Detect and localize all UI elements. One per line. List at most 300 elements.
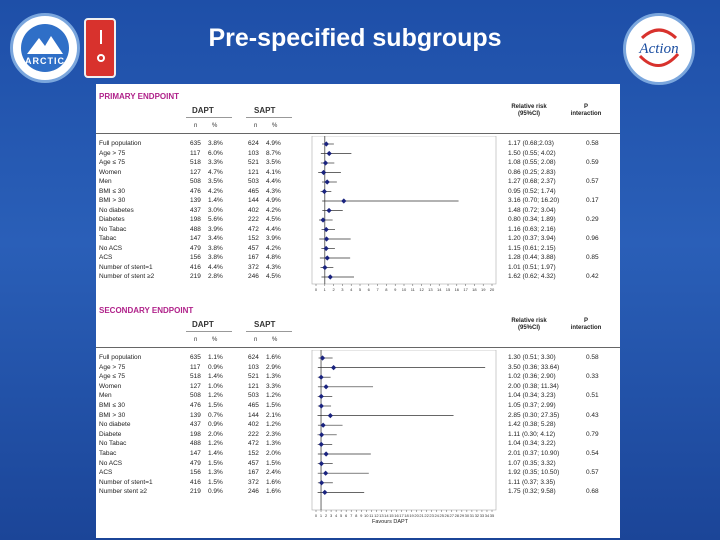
table-cell: 437 bbox=[190, 206, 201, 214]
axis-tick-label: 9 bbox=[360, 513, 363, 518]
table-cell: 4.2% bbox=[208, 187, 223, 195]
rr-header-secondary: Relative risk (95%CI) bbox=[511, 318, 547, 332]
table-cell: 127 bbox=[190, 168, 201, 176]
primary-heading: PRIMARY ENDPOINT bbox=[99, 92, 180, 101]
p-interaction-value: 0.29 bbox=[586, 216, 599, 223]
axis-tick-label: 6 bbox=[367, 287, 370, 292]
subgroup-label: Number of stent=1 bbox=[99, 263, 153, 271]
table-cell: 457 bbox=[248, 244, 259, 252]
subgroup-label: ACS bbox=[99, 469, 113, 477]
axis-tick-label: 29 bbox=[459, 513, 465, 518]
table-cell: 465 bbox=[248, 187, 259, 195]
estimate-marker bbox=[324, 227, 329, 232]
table-cell: 465 bbox=[248, 402, 259, 409]
table-cell: 4.9% bbox=[266, 197, 281, 204]
relative-risk-value: 1.04 (0.34; 3.22) bbox=[508, 440, 556, 448]
table-cell: 147 bbox=[190, 450, 201, 457]
subgroup-label: Diabete bbox=[99, 430, 122, 438]
p-interaction-value: 0.59 bbox=[586, 159, 599, 166]
table-cell: 3.5% bbox=[208, 178, 223, 185]
sapt-header-primary: SAPT bbox=[254, 106, 276, 115]
axis-tick-label: 3 bbox=[329, 513, 333, 518]
p-interaction-value: 0.85 bbox=[586, 254, 599, 261]
table-cell: 156 bbox=[190, 469, 201, 477]
estimate-marker bbox=[322, 490, 327, 495]
relative-risk-value: 1.50 (0.55; 4.02) bbox=[508, 149, 556, 157]
table-cell: 488 bbox=[190, 440, 201, 448]
table-cell: 1.2% bbox=[266, 392, 281, 400]
relative-risk-value: 1.07 (0.35; 3.32) bbox=[508, 459, 556, 467]
table-cell: 2.0% bbox=[208, 430, 223, 438]
table-cell: 472 bbox=[248, 225, 259, 233]
table-cell: 3.8% bbox=[208, 254, 223, 261]
table-cell: 635 bbox=[190, 140, 201, 147]
table-cell: 476 bbox=[190, 402, 201, 409]
axis-tick-label: 16 bbox=[394, 513, 399, 518]
axis-tick-label: 35 bbox=[489, 513, 495, 518]
subgroup-label: Women bbox=[99, 382, 122, 390]
table-cell: 3.8% bbox=[208, 140, 223, 147]
table-cell: 6.0% bbox=[208, 149, 223, 157]
table-cell: 4.4% bbox=[266, 225, 281, 233]
subgroup-label: BMI ≤ 30 bbox=[99, 402, 125, 409]
secondary-heading: SECONDARY ENDPOINT bbox=[99, 306, 194, 315]
table-cell: 1.5% bbox=[208, 459, 223, 467]
table-cell: 521 bbox=[248, 373, 259, 381]
relative-risk-value: 1.30 (0.51; 3.30) bbox=[508, 354, 556, 361]
table-cell: 2.4% bbox=[266, 469, 281, 477]
axis-tick-label: 18 bbox=[404, 513, 409, 518]
subgroup-label: Men bbox=[99, 392, 112, 400]
relative-risk-value: 2.85 (0.30; 27.35) bbox=[508, 411, 560, 419]
table-cell: 624 bbox=[248, 140, 259, 147]
axis-tick-label: 20 bbox=[489, 287, 495, 292]
axis-tick-label: 13 bbox=[428, 287, 433, 292]
relative-risk-value: 1.02 (0.36; 2.90) bbox=[508, 373, 556, 381]
axis-tick-label: 30 bbox=[464, 513, 470, 518]
relative-risk-value: 2.01 (0.37; 10.90) bbox=[508, 450, 560, 457]
table-cell: 4.7% bbox=[208, 168, 223, 176]
subgroup-label: Number of stent ≥2 bbox=[99, 273, 155, 280]
pct-header: % bbox=[212, 123, 218, 129]
plot-frame bbox=[312, 350, 496, 510]
table-cell: 1.6% bbox=[266, 354, 281, 361]
table-cell: 4.4% bbox=[266, 178, 281, 185]
estimate-marker bbox=[323, 160, 328, 165]
table-cell: 4.4% bbox=[208, 263, 223, 271]
axis-tick-label: 6 bbox=[345, 513, 348, 518]
table-cell: 121 bbox=[248, 382, 259, 390]
relative-risk-value: 1.48 (0.72; 3.04) bbox=[508, 206, 556, 214]
table-cell: 4.2% bbox=[266, 244, 281, 252]
table-cell: 1.4% bbox=[208, 373, 223, 381]
subgroup-label: No ACS bbox=[99, 244, 123, 252]
subgroup-label: No diabete bbox=[99, 421, 131, 429]
relative-risk-value: 1.04 (0.34; 3.23) bbox=[508, 392, 556, 400]
table-cell: 402 bbox=[248, 206, 259, 214]
table-cell: 3.3% bbox=[266, 382, 281, 390]
table-cell: 472 bbox=[248, 440, 259, 448]
table-cell: 1.6% bbox=[266, 488, 281, 496]
axis-tick-label: 11 bbox=[369, 513, 374, 518]
estimate-marker bbox=[319, 461, 324, 466]
table-cell: 4.1% bbox=[266, 168, 281, 176]
table-cell: 4.3% bbox=[266, 263, 281, 271]
estimate-marker bbox=[328, 413, 333, 418]
table-cell: 1.0% bbox=[208, 382, 223, 390]
table-cell: 147 bbox=[190, 235, 201, 242]
table-cell: 476 bbox=[190, 187, 201, 195]
axis-tick-label: 17 bbox=[399, 513, 404, 518]
table-cell: 3.9% bbox=[266, 235, 281, 242]
axis-tick-label: 14 bbox=[436, 287, 442, 292]
table-cell: 144 bbox=[248, 411, 259, 419]
table-cell: 4.2% bbox=[266, 206, 281, 214]
table-cell: 4.5% bbox=[266, 273, 281, 280]
estimate-marker bbox=[319, 480, 324, 485]
subgroup-label: Tabac bbox=[99, 235, 117, 242]
table-cell: 372 bbox=[248, 263, 259, 271]
subgroup-label: Tabac bbox=[99, 450, 117, 457]
dapt-header-secondary: DAPT bbox=[192, 320, 214, 329]
table-cell: 1.2% bbox=[208, 440, 223, 448]
table-cell: 416 bbox=[190, 263, 201, 271]
table-cell: 219 bbox=[190, 273, 201, 280]
axis-tick-label: 4 bbox=[334, 513, 338, 518]
relative-risk-value: 1.28 (0.44; 3.88) bbox=[508, 254, 556, 261]
subgroup-label: Age ≤ 75 bbox=[99, 159, 125, 166]
axis-tick-label: 0 bbox=[314, 287, 318, 292]
axis-tick-label: 20 bbox=[414, 513, 419, 518]
subgroup-label: BMI ≤ 30 bbox=[99, 187, 125, 195]
subgroup-label: No Tabac bbox=[99, 440, 127, 448]
relative-risk-value: 1.11 (0.30; 4.12) bbox=[508, 430, 556, 438]
table-cell: 372 bbox=[248, 478, 259, 486]
subgroup-label: Women bbox=[99, 168, 122, 176]
table-cell: 0.9% bbox=[208, 421, 223, 429]
axis-tick-label: 10 bbox=[364, 513, 369, 518]
estimate-marker bbox=[319, 394, 324, 399]
subgroup-label: No Tabac bbox=[99, 225, 127, 233]
axis-tick-label: 18 bbox=[472, 287, 477, 292]
axis-tick-label: 19 bbox=[480, 287, 486, 292]
plot-frame bbox=[312, 136, 496, 284]
estimate-marker bbox=[319, 442, 324, 447]
estimate-marker bbox=[324, 451, 329, 456]
table-cell: 144 bbox=[248, 197, 259, 204]
subgroup-label: Full population bbox=[99, 140, 142, 147]
table-cell: 518 bbox=[190, 159, 201, 166]
table-cell: 167 bbox=[248, 254, 259, 261]
p-interaction-value: 0.57 bbox=[586, 178, 599, 185]
p-interaction-value: 0.58 bbox=[586, 140, 599, 147]
table-cell: 3.8% bbox=[208, 244, 223, 252]
axis-tick-label: 15 bbox=[445, 287, 451, 292]
axis-tick-label: 5 bbox=[340, 513, 343, 518]
table-cell: 3.0% bbox=[208, 206, 223, 214]
relative-risk-value: 3.16 (0.70; 16.20) bbox=[508, 197, 560, 204]
axis-tick-label: 13 bbox=[379, 513, 384, 518]
rr-header-primary: Relative risk (95%CI) bbox=[511, 104, 547, 118]
table-cell: 416 bbox=[190, 478, 201, 486]
table-cell: 156 bbox=[190, 254, 201, 261]
table-cell: 635 bbox=[190, 354, 201, 361]
arctic-logo-text: ARCTIC bbox=[25, 56, 65, 66]
p-interaction-value: 0.57 bbox=[586, 469, 599, 477]
p-interaction-value: 0.43 bbox=[586, 411, 599, 419]
table-cell: 1.5% bbox=[208, 478, 223, 486]
table-cell: 152 bbox=[248, 450, 259, 457]
pct-header: % bbox=[272, 337, 278, 343]
table-cell: 1.1% bbox=[208, 354, 223, 361]
n-header: n bbox=[254, 337, 258, 343]
table-cell: 3.5% bbox=[266, 159, 281, 166]
axis-tick-label: 32 bbox=[474, 513, 480, 518]
table-cell: 4.8% bbox=[266, 254, 281, 261]
subgroup-label: Age ≤ 75 bbox=[99, 373, 125, 381]
relative-risk-value: 1.92 (0.35; 10.50) bbox=[508, 469, 560, 477]
p-interaction-value: 0.58 bbox=[586, 354, 599, 361]
subgroup-label: ACS bbox=[99, 254, 113, 261]
axis-tick-label: 31 bbox=[469, 513, 475, 518]
relative-risk-value: 0.80 (0.34; 1.89) bbox=[508, 216, 556, 223]
relative-risk-value: 1.15 (0.61; 2.15) bbox=[508, 244, 556, 252]
estimate-marker bbox=[331, 365, 336, 370]
relative-risk-value: 1.42 (0.38; 5.28) bbox=[508, 421, 556, 429]
table-cell: 1.3% bbox=[208, 469, 223, 477]
table-cell: 1.2% bbox=[208, 392, 223, 400]
axis-tick-label: 7 bbox=[376, 287, 379, 292]
estimate-marker bbox=[325, 179, 330, 184]
table-cell: 479 bbox=[190, 459, 201, 467]
axis-tick-label: 1 bbox=[323, 287, 326, 292]
p-interaction-value: 0.54 bbox=[586, 450, 599, 457]
table-cell: 624 bbox=[248, 354, 259, 361]
subgroup-label: BMI > 30 bbox=[99, 197, 126, 204]
table-cell: 198 bbox=[190, 216, 201, 223]
relative-risk-value: 1.17 (0.68;2.03) bbox=[508, 140, 554, 147]
table-cell: 2.0% bbox=[266, 450, 281, 457]
table-cell: 117 bbox=[190, 363, 201, 371]
relative-risk-value: 0.86 (0.25; 2.83) bbox=[508, 168, 556, 176]
table-cell: 1.5% bbox=[266, 402, 281, 409]
table-cell: 1.4% bbox=[208, 197, 223, 204]
secondary-forest-plot bbox=[308, 350, 498, 526]
p-header-secondary: P interaction bbox=[570, 318, 602, 332]
relative-risk-value: 1.08 (0.55; 2.08) bbox=[508, 159, 556, 166]
axis-tick-label: 24 bbox=[434, 513, 439, 518]
subgroup-label: Number stent ≥2 bbox=[99, 488, 148, 496]
axis-tick-label: 7 bbox=[350, 513, 353, 518]
table-cell: 1.5% bbox=[208, 402, 223, 409]
axis-tick-label: 22 bbox=[424, 513, 429, 518]
table-cell: 139 bbox=[190, 197, 201, 204]
subgroup-label: Age > 75 bbox=[99, 149, 126, 157]
table-cell: 488 bbox=[190, 225, 201, 233]
axis-tick-label: 8 bbox=[355, 513, 358, 518]
axis-tick-label: 16 bbox=[454, 287, 460, 292]
table-cell: 121 bbox=[248, 168, 259, 176]
table-cell: 518 bbox=[190, 373, 201, 381]
axis-tick-label: 0 bbox=[314, 513, 318, 518]
table-cell: 4.9% bbox=[266, 140, 281, 147]
axis-tick-label: 8 bbox=[385, 287, 388, 292]
estimate-marker bbox=[322, 265, 327, 270]
axis-tick-label: 23 bbox=[429, 513, 434, 518]
axis-tick-label: 26 bbox=[444, 513, 449, 518]
table-cell: 0.9% bbox=[208, 363, 223, 371]
axis-tick-label: 1 bbox=[319, 513, 323, 518]
axis-tick-label: 15 bbox=[389, 513, 394, 518]
arctic-logo bbox=[10, 13, 80, 83]
estimate-marker bbox=[341, 198, 346, 203]
table-cell: 457 bbox=[248, 459, 259, 467]
p-interaction-value: 0.96 bbox=[586, 235, 599, 242]
estimate-marker bbox=[328, 274, 333, 279]
axis-tick-label: 21 bbox=[419, 513, 424, 518]
subgroup-label: Number of stent=1 bbox=[99, 478, 153, 486]
estimate-marker bbox=[326, 208, 331, 213]
axis-tick-label: 14 bbox=[384, 513, 389, 518]
table-cell: 2.8% bbox=[208, 273, 223, 280]
relative-risk-value: 1.05 (0.37; 2.99) bbox=[508, 402, 556, 409]
relative-risk-value: 1.11 (0.37; 3.35) bbox=[508, 478, 556, 486]
axis-tick-label: 9 bbox=[394, 287, 397, 292]
table-cell: 103 bbox=[248, 363, 259, 371]
table-cell: 246 bbox=[248, 273, 259, 280]
table-cell: 8.7% bbox=[266, 149, 281, 157]
axis-tick-label: 5 bbox=[358, 287, 362, 292]
axis-tick-label: 2 bbox=[332, 287, 335, 292]
p-header-primary: P interaction bbox=[570, 104, 602, 118]
axis-tick-label: 27 bbox=[449, 513, 454, 518]
axis-tick-label: 3 bbox=[341, 287, 344, 292]
table-cell: 246 bbox=[248, 488, 259, 496]
p-interaction-value: 0.79 bbox=[586, 430, 599, 438]
table-cell: 103 bbox=[248, 149, 259, 157]
forest-plot-panel bbox=[96, 84, 620, 538]
p-interaction-value: 0.17 bbox=[586, 197, 599, 204]
table-cell: 222 bbox=[248, 216, 259, 223]
subgroup-label: BMI > 30 bbox=[99, 411, 126, 419]
axis-tick-label: 34 bbox=[484, 513, 490, 518]
table-cell: 521 bbox=[248, 159, 259, 166]
table-cell: 2.9% bbox=[266, 363, 281, 371]
axis-tick-label: 28 bbox=[454, 513, 460, 518]
axis-tick-label: 25 bbox=[439, 513, 444, 518]
table-cell: 508 bbox=[190, 392, 201, 400]
p-interaction-value: 0.51 bbox=[586, 392, 599, 400]
pct-header: % bbox=[272, 123, 278, 129]
estimate-marker bbox=[327, 151, 332, 156]
subgroup-label: No ACS bbox=[99, 459, 123, 467]
relative-risk-value: 2.00 (0.38; 11.34) bbox=[508, 382, 559, 390]
table-cell: 222 bbox=[248, 430, 259, 438]
n-header: n bbox=[254, 123, 258, 129]
table-cell: 117 bbox=[190, 149, 201, 157]
subgroup-label: No diabetes bbox=[99, 206, 134, 214]
primary-forest-plot bbox=[308, 136, 498, 298]
table-cell: 3.3% bbox=[208, 159, 223, 166]
axis-tick-label: 12 bbox=[419, 287, 424, 292]
subgroup-label: Diabetes bbox=[99, 216, 125, 223]
axis-tick-label: 19 bbox=[409, 513, 414, 518]
table-cell: 2.3% bbox=[266, 430, 281, 438]
favours-dapt-label: Favours DAPT bbox=[372, 519, 409, 525]
pct-header: % bbox=[212, 337, 218, 343]
table-cell: 1.3% bbox=[266, 373, 281, 381]
relative-risk-value: 1.75 (0.32; 9.58) bbox=[508, 488, 556, 496]
slide-title: Pre-specified subgroups bbox=[208, 24, 502, 52]
sapt-header-secondary: SAPT bbox=[254, 320, 276, 329]
table-cell: 152 bbox=[248, 235, 259, 242]
relative-risk-value: 1.20 (0.37; 3.94) bbox=[508, 235, 556, 242]
table-cell: 479 bbox=[190, 244, 201, 252]
subgroup-label: Full population bbox=[99, 354, 142, 361]
table-cell: 1.4% bbox=[208, 450, 223, 457]
estimate-marker bbox=[324, 246, 329, 251]
axis-tick-label: 12 bbox=[374, 513, 379, 518]
table-cell: 437 bbox=[190, 421, 201, 429]
table-cell: 0.9% bbox=[208, 488, 223, 496]
axis-tick-label: 17 bbox=[463, 287, 468, 292]
axis-tick-label: 33 bbox=[479, 513, 485, 518]
table-cell: 219 bbox=[190, 488, 201, 496]
table-cell: 167 bbox=[248, 469, 259, 477]
table-cell: 2.1% bbox=[266, 411, 281, 419]
table-cell: 508 bbox=[190, 178, 201, 185]
action-logo-text: Action bbox=[639, 41, 679, 57]
relative-risk-value: 0.95 (0.52; 1.74) bbox=[508, 187, 556, 195]
estimate-marker bbox=[319, 432, 324, 437]
table-cell: 1.5% bbox=[266, 459, 281, 467]
table-cell: 1.6% bbox=[266, 478, 281, 486]
table-cell: 3.9% bbox=[208, 225, 223, 233]
axis-tick-label: 2 bbox=[324, 513, 328, 518]
relative-risk-value: 1.01 (0.51; 1.97) bbox=[508, 263, 556, 271]
axis-tick-label: 4 bbox=[350, 287, 353, 292]
table-cell: 1.2% bbox=[266, 421, 281, 429]
n-header: n bbox=[194, 123, 198, 129]
table-cell: 1.3% bbox=[266, 440, 281, 448]
estimate-marker bbox=[322, 189, 327, 194]
axis-tick-label: 11 bbox=[410, 287, 415, 292]
p-interaction-value: 0.68 bbox=[586, 488, 599, 496]
estimate-marker bbox=[323, 384, 328, 389]
estimate-marker bbox=[319, 403, 324, 408]
relative-risk-value: 1.27 (0.68; 2.37) bbox=[508, 178, 556, 185]
table-cell: 5.6% bbox=[208, 216, 223, 223]
subgroup-label: Age > 75 bbox=[99, 363, 126, 371]
n-header: n bbox=[194, 337, 198, 343]
relative-risk-value: 1.16 (0.63; 2.16) bbox=[508, 225, 556, 233]
estimate-marker bbox=[323, 471, 328, 476]
relative-risk-value: 1.62 (0.62; 4.32) bbox=[508, 273, 556, 280]
estimate-marker bbox=[325, 255, 330, 260]
action-logo bbox=[623, 13, 695, 85]
power-switch-icon bbox=[84, 18, 116, 78]
table-cell: 127 bbox=[190, 382, 201, 390]
table-cell: 0.7% bbox=[208, 411, 223, 419]
dapt-header-primary: DAPT bbox=[192, 106, 214, 115]
estimate-marker bbox=[321, 170, 326, 175]
table-cell: 402 bbox=[248, 421, 259, 429]
p-interaction-value: 0.33 bbox=[586, 373, 599, 381]
p-interaction-value: 0.42 bbox=[586, 273, 599, 280]
table-cell: 3.4% bbox=[208, 235, 223, 242]
table-cell: 503 bbox=[248, 392, 259, 400]
table-cell: 4.3% bbox=[266, 187, 281, 195]
